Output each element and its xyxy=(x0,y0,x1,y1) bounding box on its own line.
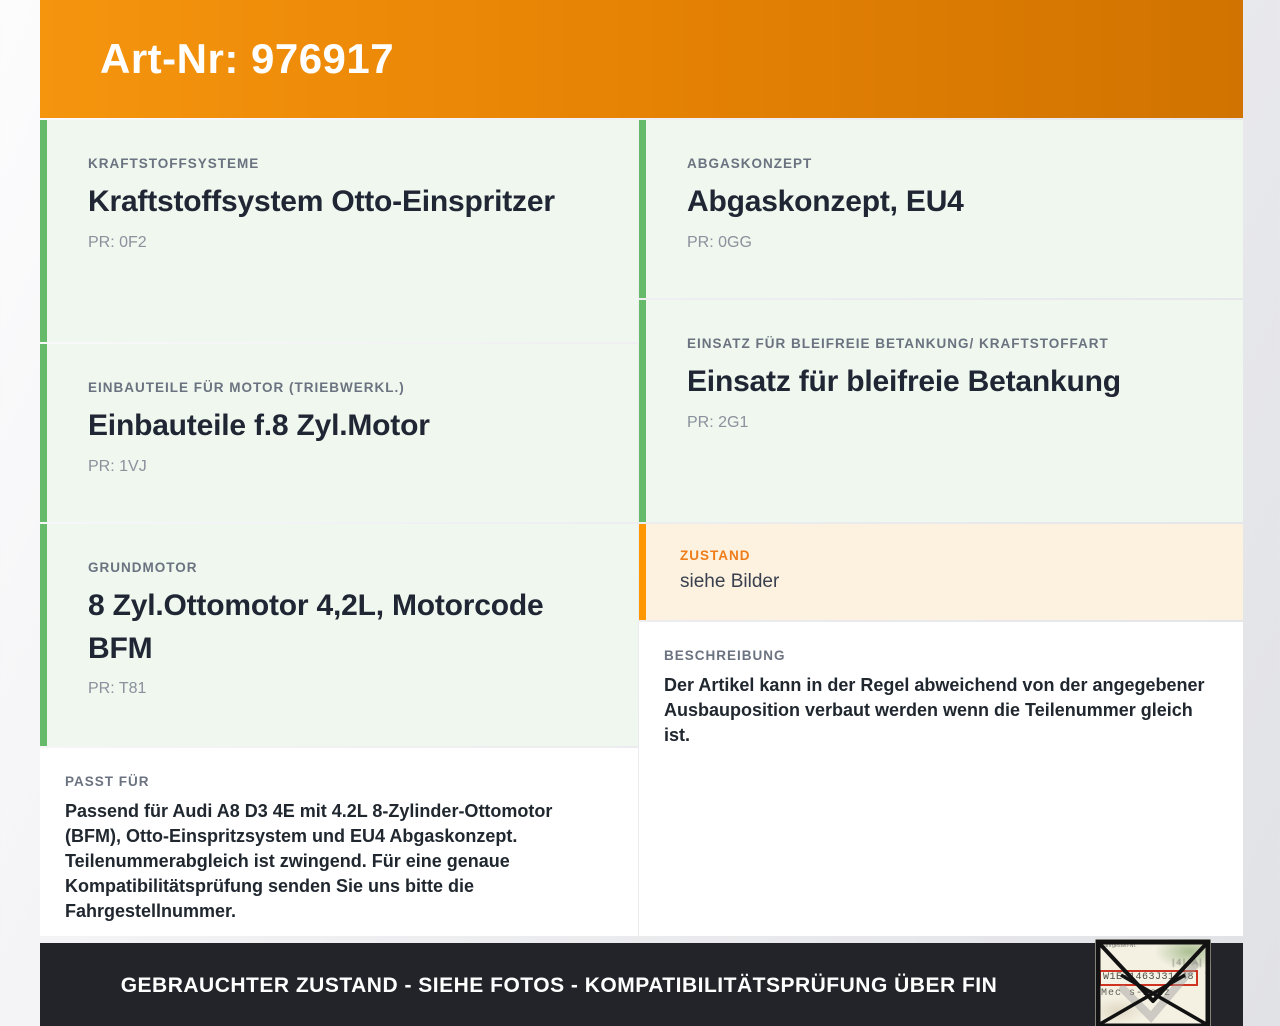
card-label: ZUSTAND xyxy=(680,548,751,563)
fin-document-envelope-image xyxy=(1095,939,1211,1026)
card-label: GRUNDMOTOR xyxy=(88,560,198,575)
vin-highlight-box: W1E71463J31248 xyxy=(1099,970,1198,986)
card-label: KRAFTSTOFFSYSTEME xyxy=(88,156,260,171)
card-title: 8 Zyl.Ottomotor 4,2L, Motorcode BFM xyxy=(88,589,544,665)
card-label: BESCHREIBUNG xyxy=(664,648,786,663)
card-title: Einsatz für bleifreie Betankung xyxy=(687,365,1121,398)
envelope-icon xyxy=(1095,939,1211,1026)
card-label: EINSATZ FÜR BLEIFREIE BETANKUNG/ KRAFTSTOFFART xyxy=(687,336,1109,351)
pr-code: PR: 1VJ xyxy=(88,457,147,475)
card-passt-fuer xyxy=(40,748,638,936)
vin-suffix: 7 xyxy=(1204,972,1211,983)
document-text-row: |4| A| xyxy=(1170,958,1203,968)
card-grundmotor xyxy=(40,524,638,746)
card-title: Einbauteile f.8 Zyl.Motor xyxy=(88,409,430,442)
card-kraftstoffsysteme xyxy=(40,120,638,342)
listing-page xyxy=(40,0,1243,1026)
card-abgaskonzept xyxy=(639,120,1243,298)
header-banner xyxy=(40,0,1243,118)
pr-code: PR: T81 xyxy=(88,680,147,698)
zustand-value: siehe Bilder xyxy=(680,571,780,592)
pr-code: PR: 0GG xyxy=(687,233,752,251)
pr-code: PR: 2G1 xyxy=(687,413,749,431)
card-einbauteile xyxy=(40,344,638,522)
manufacturer-text: Mec s-Benz xyxy=(1101,988,1172,999)
fahrgestellnr-label: Fahrgestell-Nr. xyxy=(1101,943,1137,949)
left-column xyxy=(40,120,638,938)
footer-notice: GEBRAUCHTER ZUSTAND - SIEHE FOTOS - KOMPATIBILITÄTSPRÜFUNG ÜBER FIN xyxy=(120,973,998,997)
card-title: Kraftstoffsystem Otto-Einspritzer xyxy=(88,185,555,218)
pr-code: PR: 0F2 xyxy=(88,233,147,251)
compatibility-text: Passend für Audi A8 D3 4E mit 4.2L 8-Zylinder-Ottomotor (BFM), Otto-Einspritzsystem und EU4 Abgaskonzept. Teilenummerabgleich ist zwingend. Für eine genaue Kompatibilitätsprüfung senden Sie uns bitte die Fahrgestellnummer. xyxy=(65,801,553,921)
card-title: Abgaskonzept, EU4 xyxy=(687,185,964,218)
article-number-title: Art-Nr: 976917 xyxy=(100,35,395,82)
attribute-grid xyxy=(40,120,1243,938)
card-zustand xyxy=(639,524,1243,620)
footer-bar xyxy=(40,943,1243,1026)
card-label: PASST FÜR xyxy=(65,774,150,789)
card-betankung xyxy=(639,300,1243,522)
description-text: Der Artikel kann in der Regel abweichend von der angegebener Ausbauposition verbaut werden wenn die Teilenummer gleich ist. xyxy=(664,675,1205,745)
card-label: EINBAUTEILE FÜR MOTOR (TRIEBWERKL.) xyxy=(88,380,405,395)
card-label: ABGASKONZEPT xyxy=(687,156,813,171)
right-column xyxy=(639,120,1243,938)
card-beschreibung xyxy=(639,622,1243,936)
